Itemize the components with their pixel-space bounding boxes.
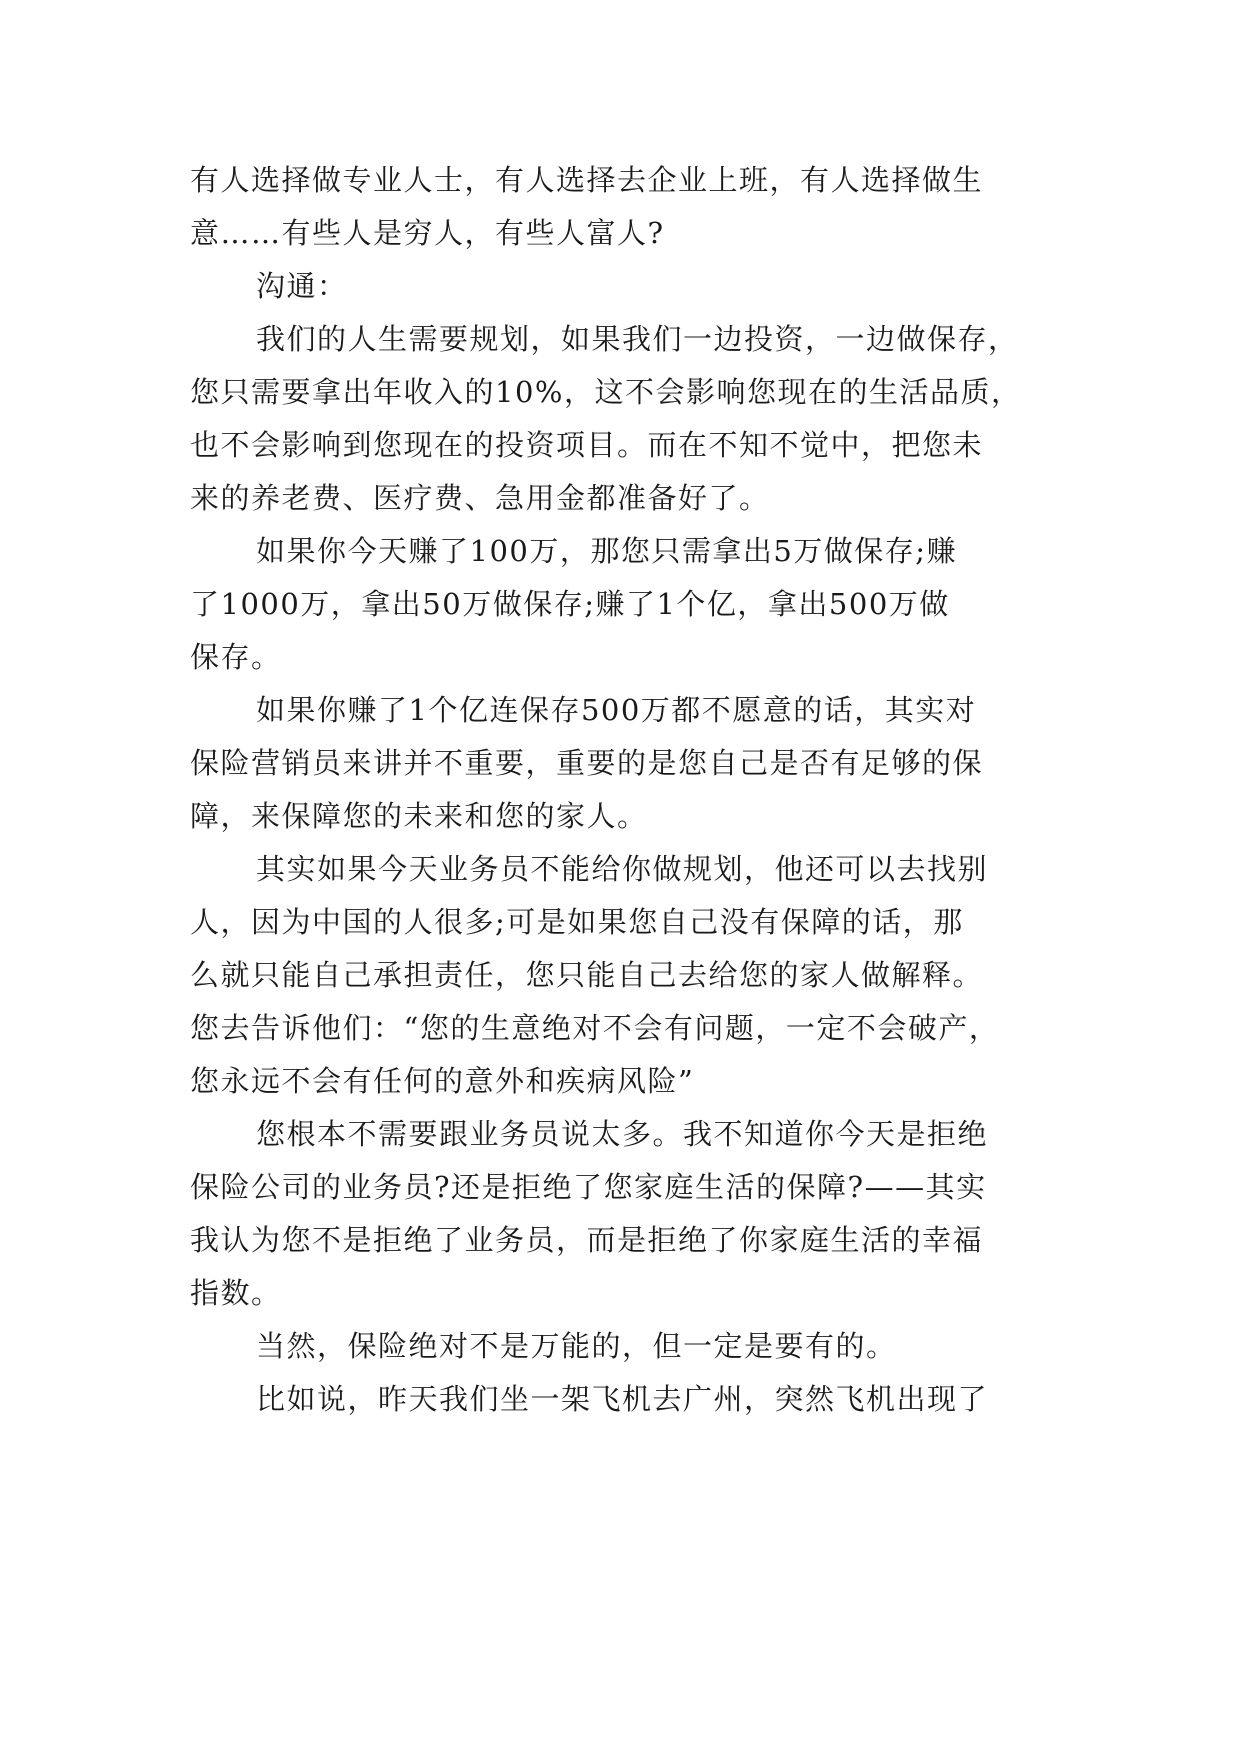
text-line: 其实如果今天业务员不能给你做规划，他还可以去找别 — [256, 852, 989, 886]
text-line: 指数。 — [190, 1276, 282, 1310]
text-line: 保险营销员来讲并不重要，重要的是您自己是否有足够的保 — [190, 746, 984, 780]
text-line: 您去告诉他们：“您的生意绝对不会有问题，一定不会破产， — [190, 1011, 1000, 1045]
text-line: 么就只能自己承担责任，您只能自己去给您的家人做解释。 — [190, 958, 984, 992]
text-line: 了1000万，拿出50万做保存;赚了1个亿，拿出500万做 — [190, 587, 950, 621]
text-line: 比如说，昨天我们坐一架飞机去广州，突然飞机出现了 — [256, 1382, 989, 1416]
text-line: 您只需要拿出年收入的10%，这不会影响您现在的生活品质， — [190, 375, 1022, 409]
text-line: 当然，保险绝对不是万能的，但一定是要有的。 — [256, 1329, 897, 1363]
text-line: 也不会影响到您现在的投资项目。而在不知不觉中，把您未 — [190, 428, 984, 462]
text-line: 我认为您不是拒绝了业务员，而是拒绝了你家庭生活的幸福 — [190, 1223, 984, 1257]
text-line: 如果你今天赚了100万，那您只需拿出5万做保存;赚 — [256, 534, 958, 568]
text-line: 您永远不会有任何的意外和疾病风险” — [190, 1064, 695, 1098]
text-line: 有人选择做专业人士，有人选择去企业上班，有人选择做生 — [190, 163, 984, 197]
text-line: 我们的人生需要规划，如果我们一边投资，一边做保存， — [256, 322, 1019, 356]
text-line: 保险公司的业务员?还是拒绝了您家庭生活的保障?——其实 — [190, 1170, 987, 1204]
text-line: 您根本不需要跟业务员说太多。我不知道你今天是拒绝 — [256, 1117, 989, 1151]
text-line: 来的养老费、医疗费、急用金都准备好了。 — [190, 481, 770, 515]
text-line: 障，来保障您的未来和您的家人。 — [190, 799, 648, 833]
text-line: 人，因为中国的人很多;可是如果您自己没有保障的话，那 — [190, 905, 964, 939]
section-heading: 沟通： — [256, 269, 348, 303]
text-line: 如果你赚了1个亿连保存500万都不愿意的话，其实对 — [256, 693, 977, 727]
text-line: 意……有些人是穷人，有些人富人? — [190, 216, 665, 250]
text-line: 保存。 — [190, 640, 282, 674]
